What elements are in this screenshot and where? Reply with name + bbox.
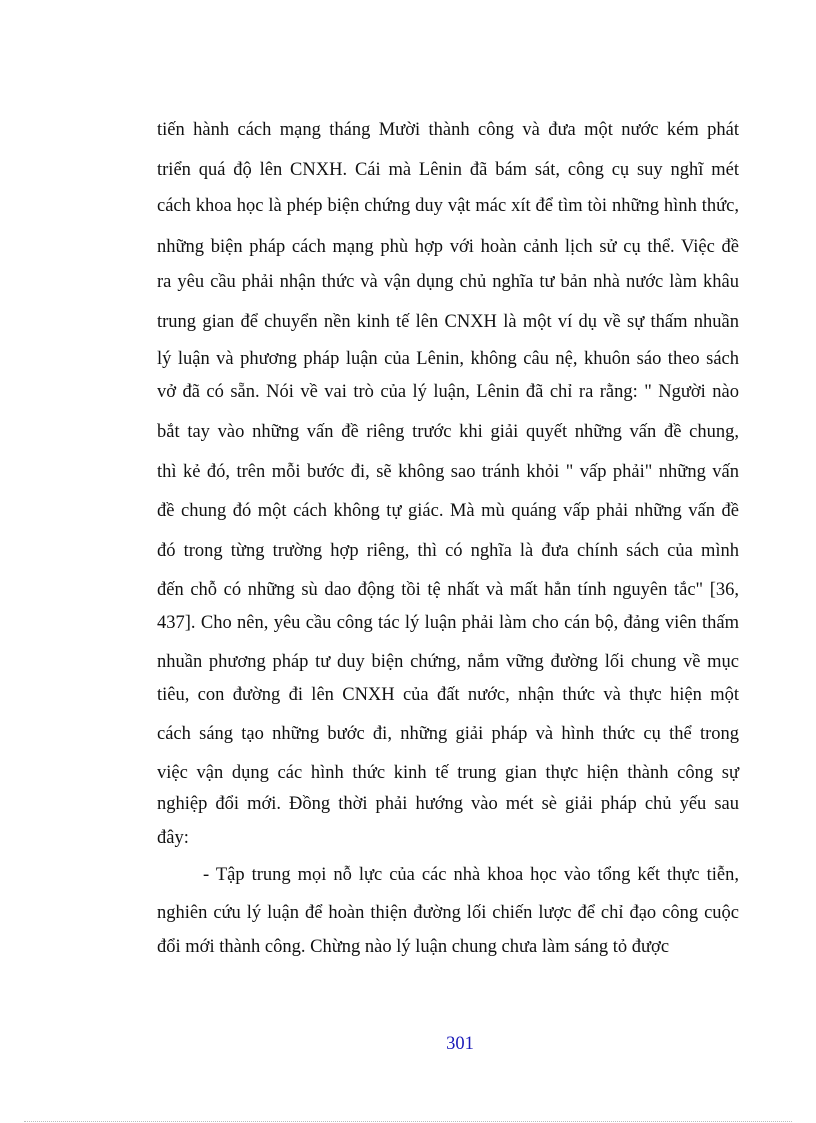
body-text-line: ra yêu cầu phải nhận thức và vận dụng chủ nghĩa tư bản nhà nước làm khâu bbox=[157, 272, 739, 292]
body-text-line: nhuần phương pháp tư duy biện chứng, nắm vững đường lối chung về mục bbox=[157, 652, 739, 672]
bullet-text-line: nghiên cứu lý luận để hoàn thiện đường lối chiến lược để chỉ đạo công cuộc bbox=[157, 903, 739, 923]
body-text-line: đề chung đó một cách không tự giác. Mà mù quáng vấp phải những vấn đề bbox=[157, 501, 739, 521]
body-text-line: lý luận và phương pháp luận của Lênin, không câu nệ, khuôn sáo theo sách bbox=[157, 349, 739, 369]
body-text-line: cách sáng tạo những bước đi, những giải pháp và hình thức cụ thể trong bbox=[157, 724, 739, 744]
body-text-line: trung gian để chuyển nền kinh tế lên CNXH là một ví dụ về sự thấm nhuần bbox=[157, 312, 739, 332]
body-text-line: vở đã có sẵn. Nói về vai trò của lý luận, Lênin đã chỉ ra rằng: " Người nào bbox=[157, 382, 739, 402]
body-text-line: đến chỗ có những sù dao động tồi tệ nhất và mất hẳn tính nguyên tắc" [36, bbox=[157, 580, 739, 600]
body-text-line: tiến hành cách mạng tháng Mười thành công và đưa một nước kém phát bbox=[157, 120, 739, 140]
body-text-line: những biện pháp cách mạng phù hợp với hoàn cảnh lịch sử cụ thể. Việc đề bbox=[157, 237, 739, 257]
body-text-line: triển quá độ lên CNXH. Cái mà Lênin đã bám sát, công cụ suy nghĩ mét bbox=[157, 160, 739, 180]
page-number: 301 bbox=[446, 1034, 474, 1054]
body-text-line: việc vận dụng các hình thức kinh tế trung gian thực hiện thành công sự bbox=[157, 763, 739, 783]
body-text-line: đó trong từng trường hợp riêng, thì có nghĩa là đưa chính sách của mình bbox=[157, 541, 739, 561]
body-text-line: 437]. Cho nên, yêu cầu công tác lý luận phải làm cho cán bộ, đảng viên thấm bbox=[157, 613, 739, 633]
footer-dotted-rule bbox=[24, 1121, 792, 1122]
body-text-line: nghiệp đổi mới. Đồng thời phải hướng vào mét sè giải pháp chủ yếu sau bbox=[157, 794, 739, 814]
body-text-line: cách khoa học là phép biện chứng duy vật mác xít để tìm tòi những hình thức, bbox=[157, 196, 739, 216]
body-text-line: tiêu, con đường đi lên CNXH của đất nước, nhận thức và thực hiện một bbox=[157, 685, 739, 705]
body-text-line: bắt tay vào những vấn đề riêng trước khi giải quyết những vấn đề chung, bbox=[157, 422, 739, 442]
bullet-text-line: đổi mới thành công. Chừng nào lý luận chung chưa làm sáng tỏ được bbox=[157, 937, 670, 957]
body-text-line: thì kẻ đó, trên mỗi bước đi, sẽ không sao tránh khỏi " vấp phải" những vấn bbox=[157, 462, 739, 482]
body-text-line: đây: bbox=[157, 828, 189, 848]
bullet-text-line: - Tập trung mọi nỗ lực của các nhà khoa học vào tổng kết thực tiễn, bbox=[203, 865, 739, 885]
